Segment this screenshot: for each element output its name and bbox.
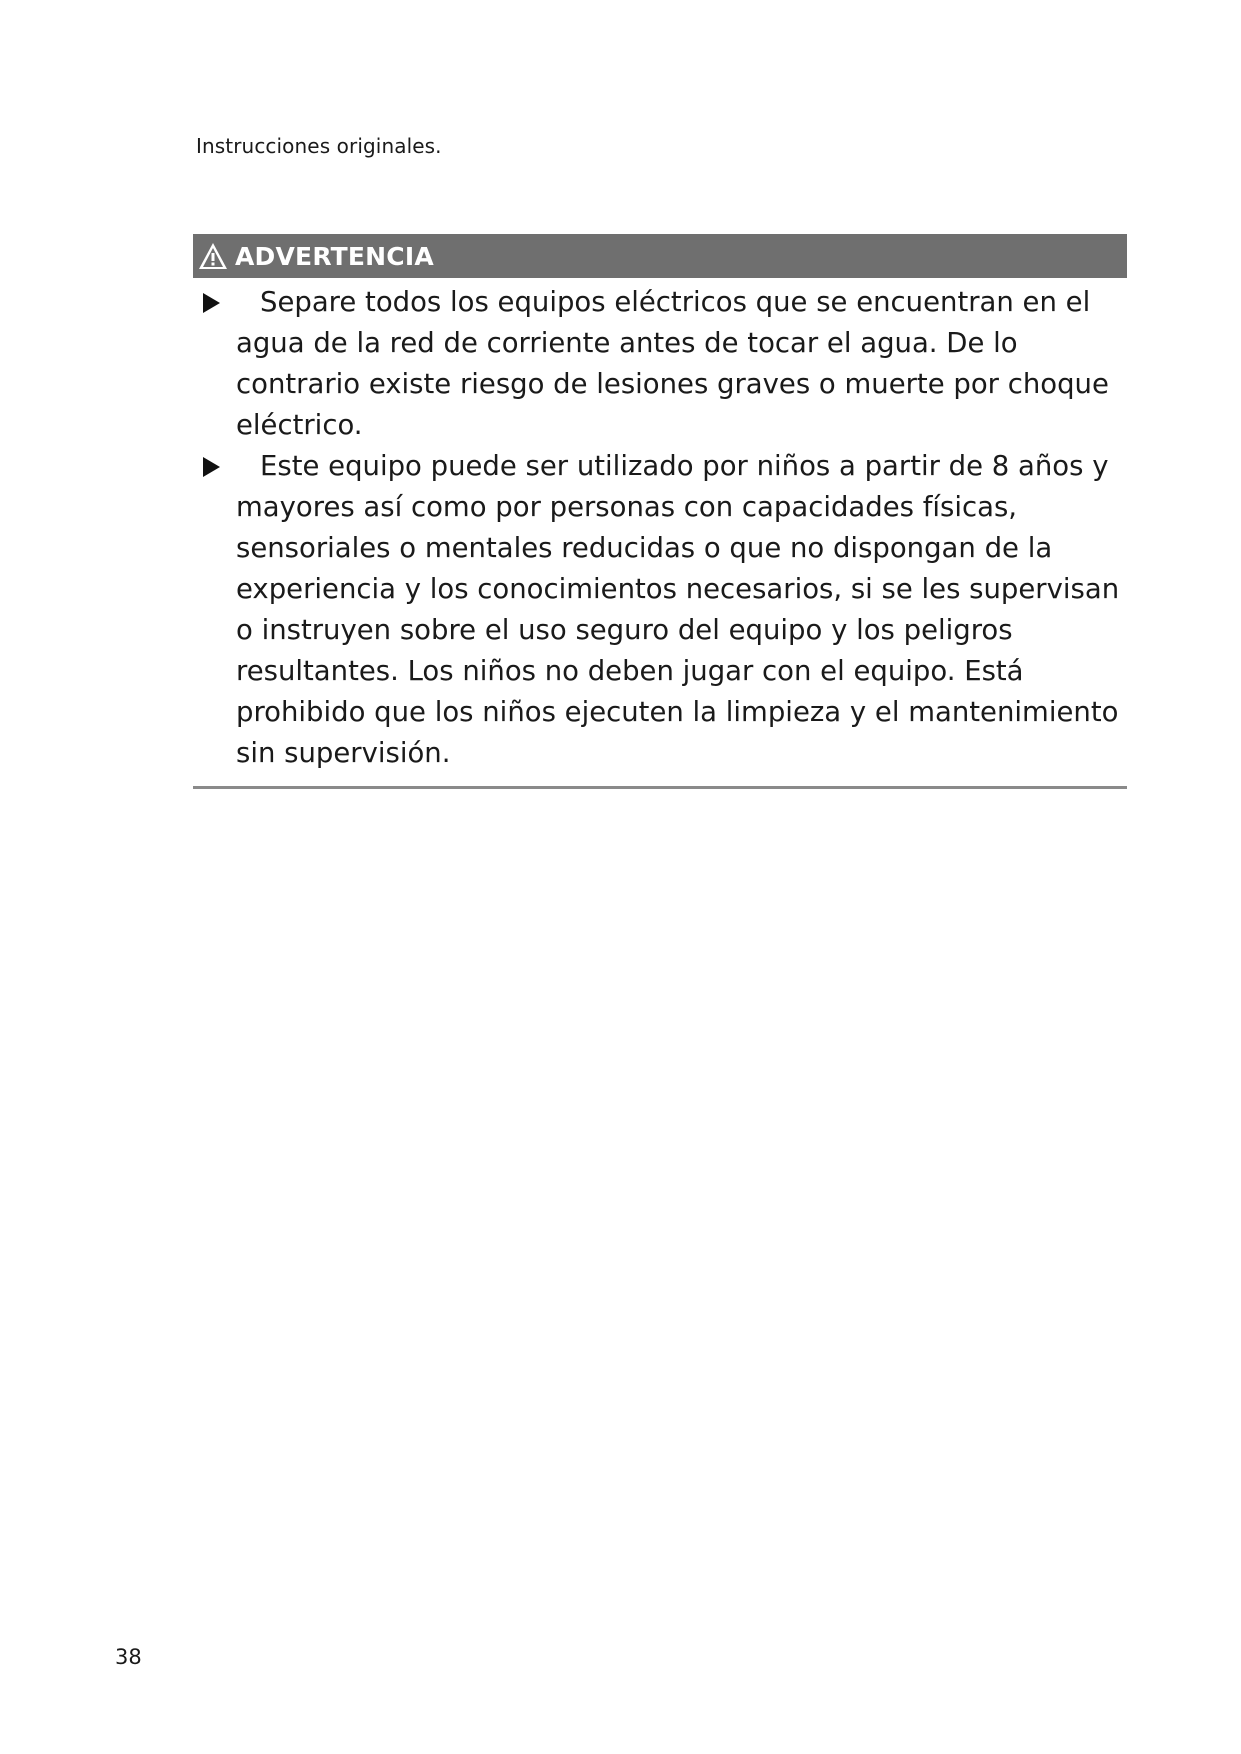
warning-item-text: Este equipo puede ser utilizado por niños a partir de 8 años y mayores así como por personas con capacidades físicas, sensoriales o mentales reducidas o que no dispongan de la experiencia y los conocimientos necesarios, si se les supervisan o instruyen sobre el uso seguro del equipo y los peligros resultantes. Los niños no deben jugar con el equipo. Está prohibido que los niños ejecuten la limpieza y el mantenimiento sin supervisión. [236, 450, 1120, 769]
bullet-arrow-icon [203, 293, 220, 313]
warning-list [193, 282, 1127, 774]
warning-bottom-rule [193, 786, 1127, 789]
bullet-arrow-icon [203, 457, 220, 477]
warning-header-bar [193, 234, 1127, 278]
warning-triangle-icon [197, 241, 229, 271]
warning-item [193, 446, 1127, 774]
page-number: 38 [115, 1645, 142, 1669]
document-note: Instrucciones originales. [196, 134, 442, 158]
warning-item-text: Separe todos los equipos eléctricos que se encuentran en el agua de la red de corriente antes de tocar el agua. De lo contrario existe riesgo de lesiones graves o muerte por choque eléctrico. [236, 286, 1109, 441]
warning-section [193, 234, 1127, 789]
warning-title: ADVERTENCIA [235, 241, 434, 271]
warning-item [193, 282, 1127, 446]
